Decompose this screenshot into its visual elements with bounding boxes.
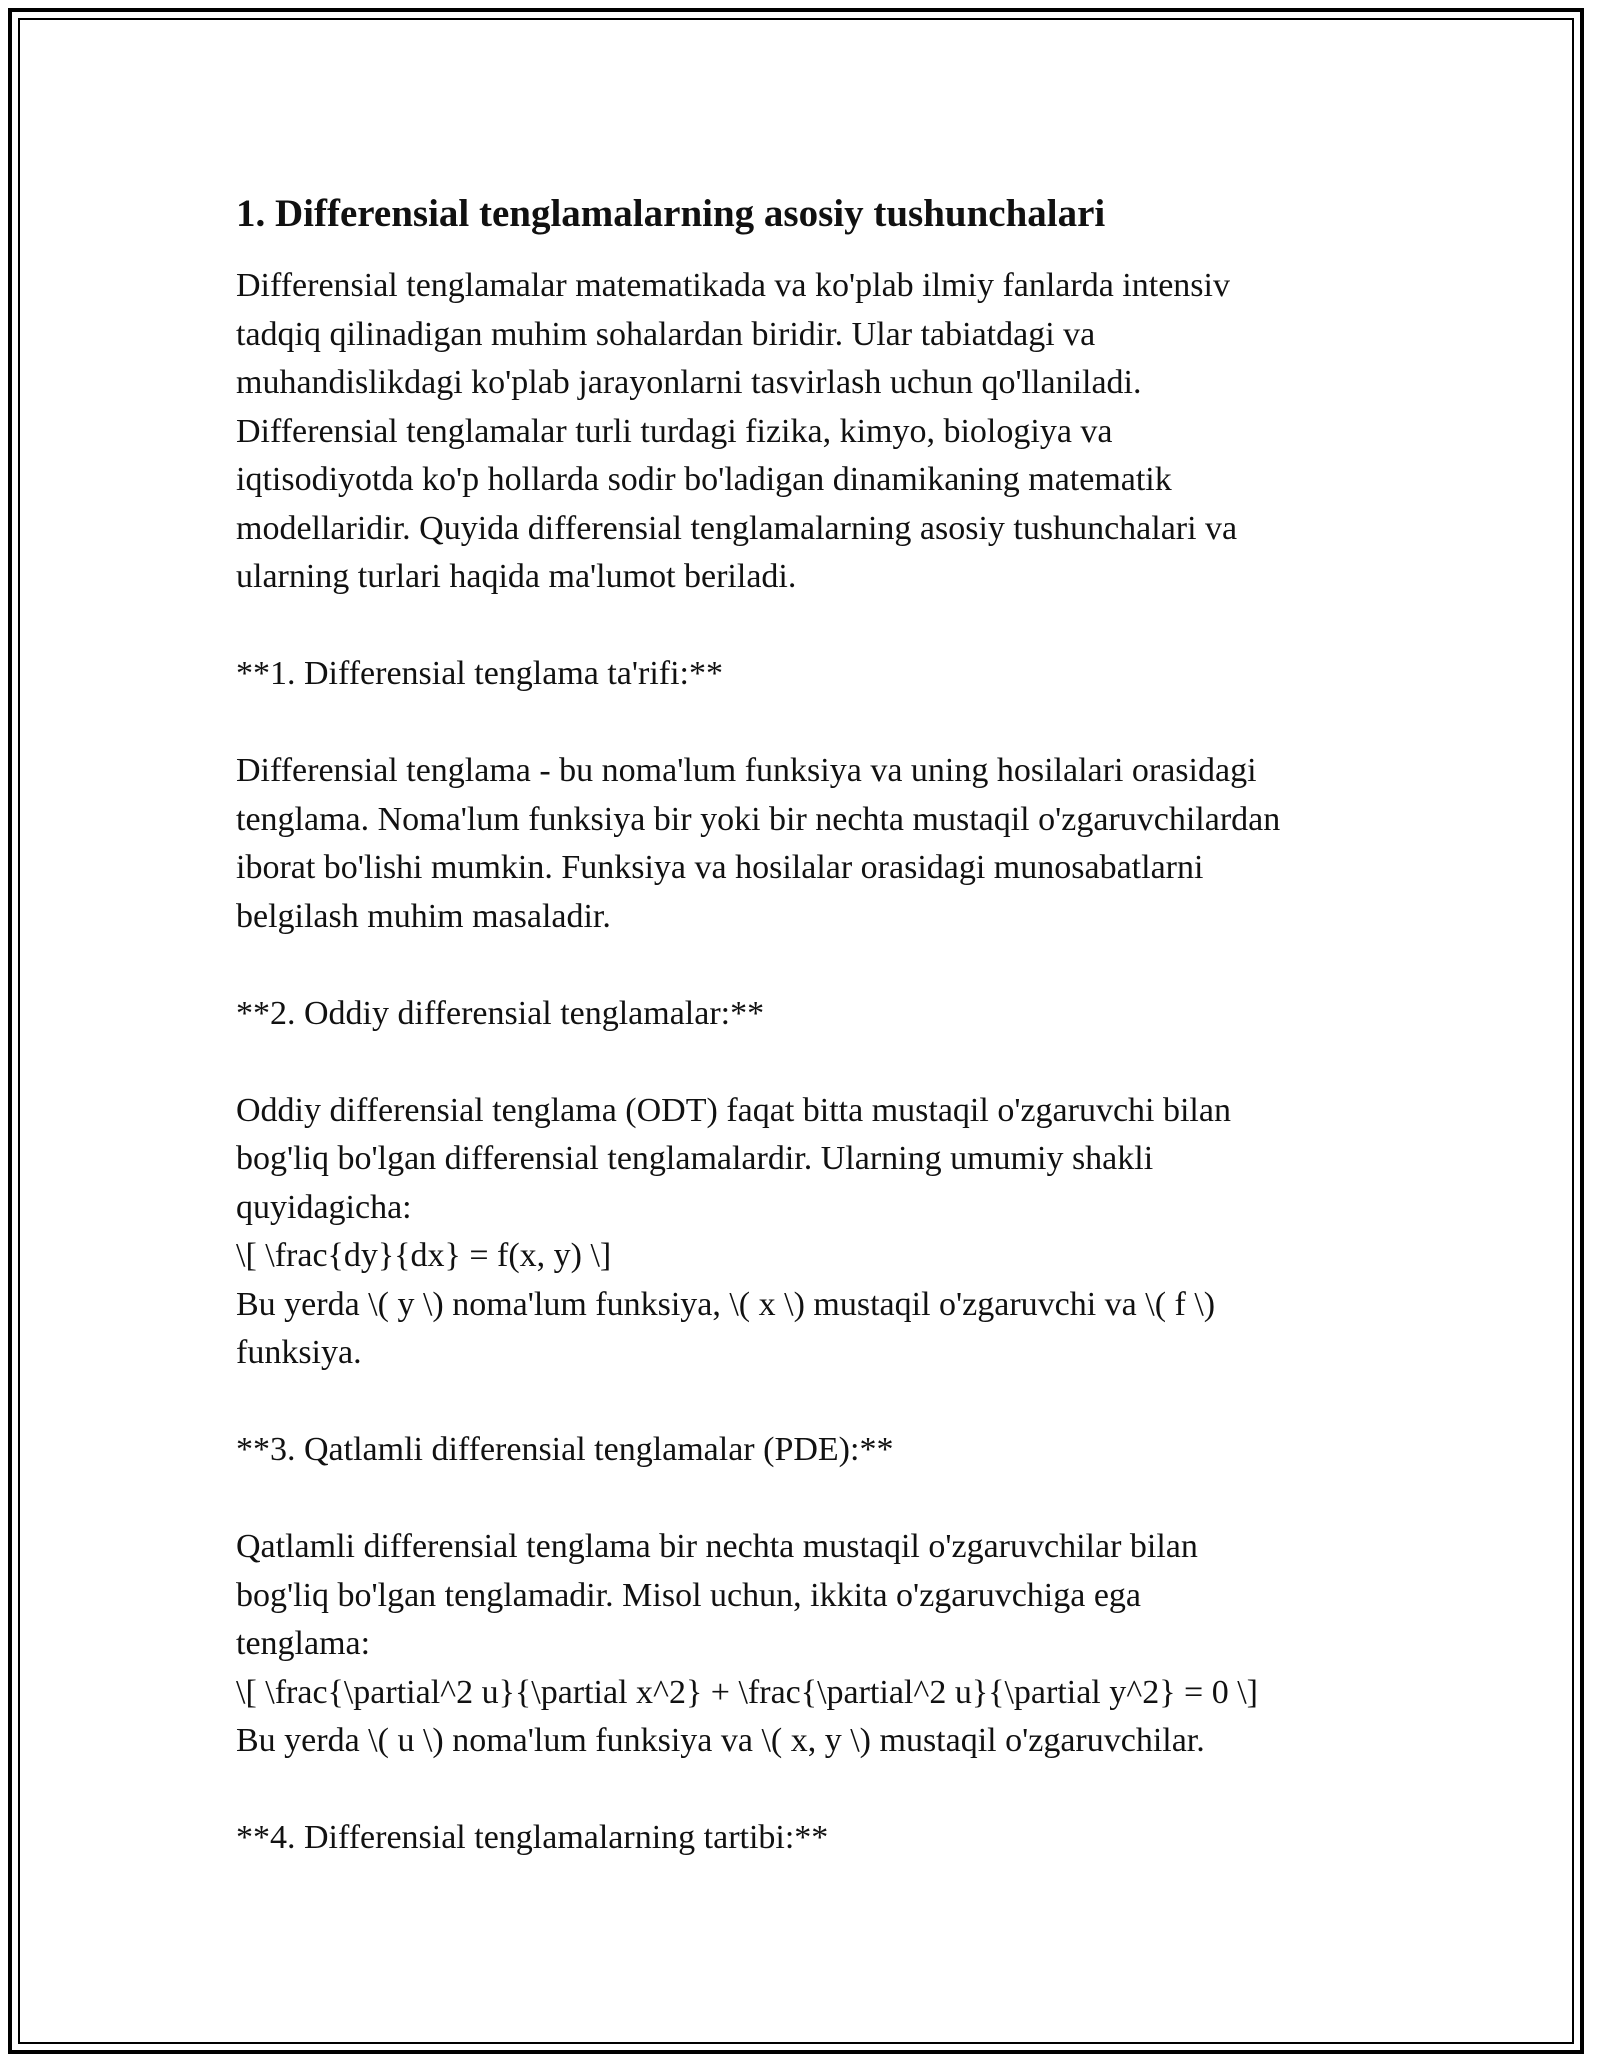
subheading-pde: **3. Qatlamli differensial tenglamalar (PDE):** bbox=[236, 1431, 894, 1468]
paragraph-gap bbox=[236, 699, 1386, 748]
subheading-order: **4. Differensial tenglamalarning tartibi:** bbox=[236, 1819, 829, 1856]
section-heading: 1. Differensial tenglamalarning asosiy tushunchalari bbox=[236, 192, 1106, 235]
subheading-definition: **1. Differensial tenglama ta'rifi:** bbox=[236, 655, 724, 692]
ode-paragraph: Oddiy differensial tenglama (ODT) faqat bitta mustaqil o'zgaruvchi bilan bog'liq bo'lgan differensial tenglamalardir. Ularning umumiy shakli quyidagicha: \[ \frac{dy}{dx} = f(x, y) \] Bu yerda \( y \) noma'lum funksiya, \( x \) mustaqil o'zgaruvchi va \( f \) funksiya. bbox=[236, 1091, 1231, 1371]
document-body bbox=[236, 186, 1386, 1863]
pde-paragraph: Qatlamli differensial tenglama bir nechta mustaqil o'zgaruvchilar bilan bog'liq bo'lgan tenglamadir. Misol uchun, ikkita o'zgaruvchiga ega tenglama: \[ \frac{\partial^2 u}{\partial x^2} + \frac{\partial^2 u}{\partial y^2} = 0 \] Bu yerda \( u \) noma'lum funksiya va \( x, y \) mustaqil o'zgaruvchilar. bbox=[236, 1528, 1258, 1759]
paragraph-gap bbox=[236, 1475, 1386, 1524]
subheading-ode: **2. Oddiy differensial tenglamalar:** bbox=[236, 994, 765, 1032]
paragraph-gap bbox=[236, 1378, 1386, 1427]
definition-paragraph: Differensial tenglama - bu noma'lum funksiya va uning hosilalari orasidagi tenglama. Noma'lum funksiya bir yoki bir nechta mustaqil o'zgaruvchilardan iborat bo'lishi mumkin. Funksiya va hosilalar orasidagi munosabatlarni belgilash muhim masaladir. bbox=[236, 752, 1281, 935]
intro-paragraph: Differensial tenglamalar matematikada va ko'plab ilmiy fanlarda intensiv tadqiq qilinadigan muhim sohalardan biridir. Ular tabiatdagi va muhandislikdagi ko'plab jarayonlarni tasvirlash uchun qo'llaniladi. Differensial tenglamalar turli turdagi fizika, kimyo, biologiya va iqtisodiyotda ko'p hollarda sodir bo'ladigan dinamikaning matematik modellaridir. Quyida differensial tenglamalarning asosiy tushunchalari va ularning turlari haqida ma'lumot beriladi. bbox=[236, 267, 1238, 595]
paragraph-gap bbox=[236, 1038, 1386, 1087]
paragraph-gap bbox=[236, 1766, 1386, 1815]
paragraph-gap bbox=[236, 941, 1386, 990]
paragraph-gap bbox=[236, 602, 1386, 651]
